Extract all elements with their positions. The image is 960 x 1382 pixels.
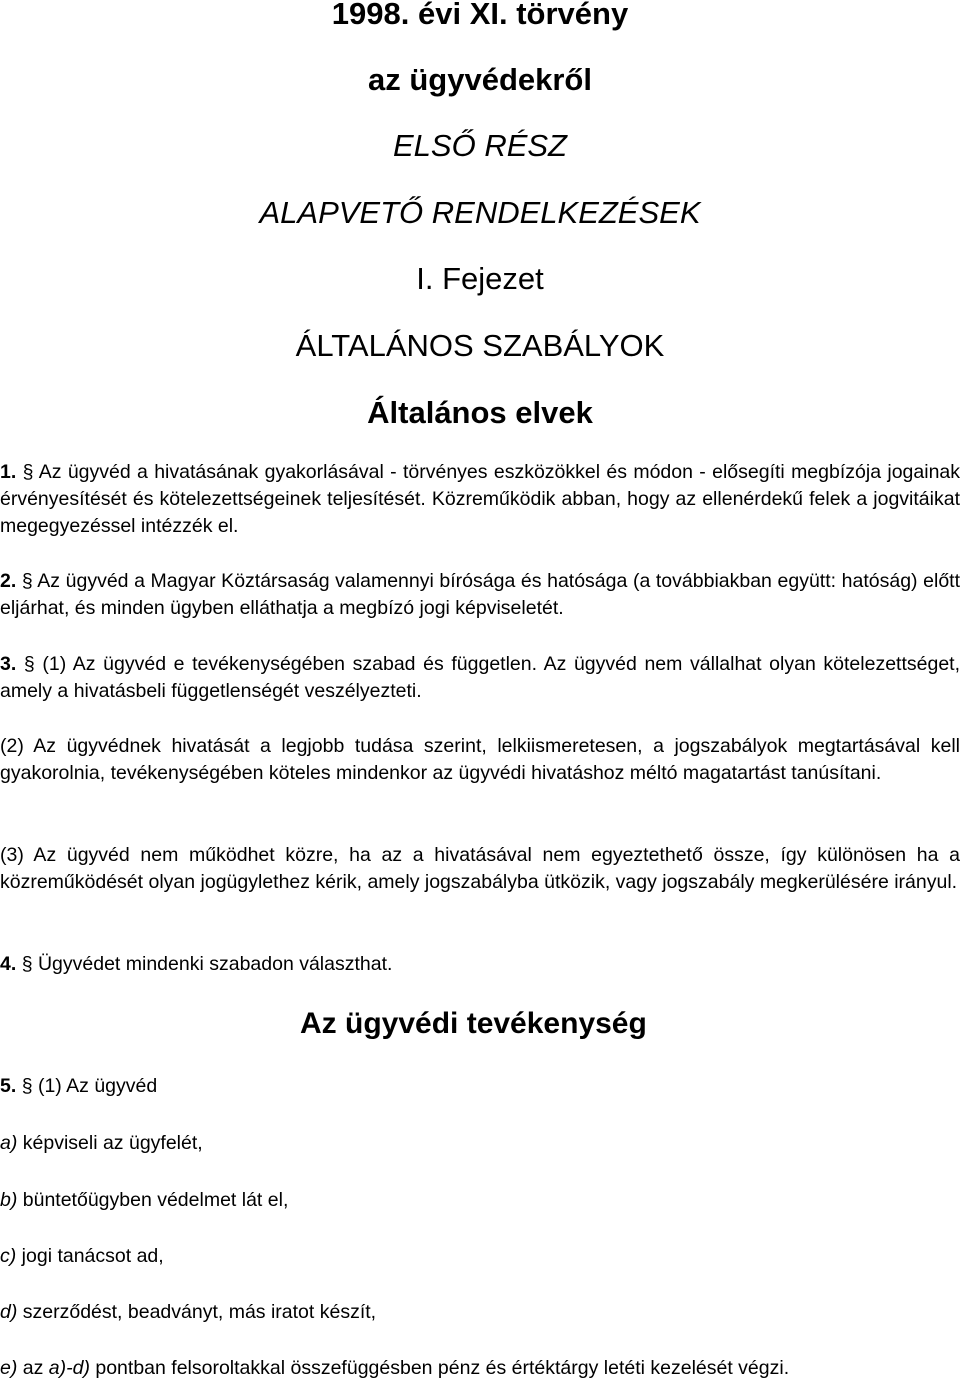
list-text: az bbox=[17, 1357, 49, 1379]
section-sign: § bbox=[22, 461, 34, 483]
paragraph-3-2 bbox=[0, 733, 960, 787]
list-item-a bbox=[0, 1130, 960, 1157]
paragraph-4 bbox=[0, 951, 960, 978]
section-heading-activity: Az ügyvédi tevékenység bbox=[300, 1007, 647, 1040]
paragraph-number: 1. bbox=[0, 461, 17, 483]
chapter-title: ÁLTALÁNOS SZABÁLYOK bbox=[295, 328, 665, 363]
paragraph-text: (1) Az ügyvéd bbox=[37, 1075, 158, 1097]
list-text: szerződést, beadványt, más iratot készít, bbox=[17, 1301, 377, 1323]
list-item-c bbox=[0, 1243, 960, 1270]
list-reference: a)-d) bbox=[48, 1357, 90, 1379]
list-letter: c) bbox=[0, 1245, 17, 1267]
paragraph-2 bbox=[0, 568, 960, 622]
chapter-heading: I. Fejezet bbox=[416, 261, 544, 296]
paragraph-text: (1) Az ügyvéd e tevékenységében szabad és független. Az ügyvéd nem vállalhat olyan kötelezettséget, amely a hivatásbeli függetlenségét veszélyezteti. bbox=[0, 653, 960, 702]
section-sign: § bbox=[21, 1075, 33, 1097]
list-text: képviseli az ügyfelét, bbox=[17, 1132, 203, 1154]
list-letter: e) bbox=[0, 1357, 18, 1379]
list-text: jogi tanácsot ad, bbox=[16, 1245, 164, 1267]
paragraph-text: Az ügyvéd a hivatásának gyakorlásával - törvényes eszközökkel és módon - elősegíti megbízója jogainak érvényesítését és kötelezettségeinek teljesítését. Közreműködik abban, hogy az ellenérdekű felek a jogvitáikat megegyezéssel intézzék el. bbox=[0, 461, 960, 537]
part-heading: ELSŐ RÉSZ bbox=[393, 128, 567, 163]
paragraph-number: 5. bbox=[0, 1075, 17, 1097]
list-item-b bbox=[0, 1187, 960, 1214]
section-sign: § bbox=[23, 653, 35, 675]
paragraph-number: 2. bbox=[0, 570, 17, 592]
law-title: 1998. évi XI. törvény bbox=[331, 0, 629, 31]
paragraph-3-1 bbox=[0, 651, 960, 705]
paragraph-text: Ügyvédet mindenki szabadon választhat. bbox=[37, 953, 393, 975]
list-letter: b) bbox=[0, 1189, 18, 1211]
section-heading-general: Általános elvek bbox=[367, 395, 593, 430]
list-letter: a) bbox=[0, 1132, 18, 1154]
paragraph-text: (3) Az ügyvéd nem működhet közre, ha az a hivatásával nem egyeztethető össze, így különösen ha a közreműködését olyan jogügylethez kérik, amely jogszabályba ütközik, vagy jogszabály megkerülésére irányul. bbox=[0, 844, 960, 893]
paragraph-number: 4. bbox=[0, 953, 17, 975]
part-title: ALAPVETŐ RENDELKEZÉSEK bbox=[259, 195, 701, 230]
list-item-e bbox=[0, 1355, 960, 1382]
paragraph-5 bbox=[0, 1073, 960, 1100]
paragraph-text: (2) Az ügyvédnek hivatását a legjobb tudása szerint, lelkiismeretesen, a jogszabályok megtartásával kell gyakorolnia, tevékenységében köteles mindenkor az ügyvédi hivatáshoz méltó magatartást tanúsítani. bbox=[0, 735, 960, 784]
law-subject: az ügyvédekről bbox=[368, 62, 592, 97]
list-letter: d) bbox=[0, 1301, 18, 1323]
list-text: pontban felsoroltakkal összefüggésben pénz és értéktárgy letéti kezelését végzi. bbox=[89, 1357, 790, 1379]
list-text: büntetőügyben védelmet lát el, bbox=[17, 1189, 289, 1211]
list-item-d bbox=[0, 1299, 960, 1326]
paragraph-number: 3. bbox=[0, 653, 17, 675]
section-sign: § bbox=[21, 953, 33, 975]
paragraph-text: Az ügyvéd a Magyar Köztársaság valamennyi bírósága és hatósága (a továbbiakban együtt: hatóság) előtt eljárhat, és minden ügyben elláthatja a megbízó jogi képviseletét. bbox=[0, 570, 960, 619]
section-sign: § bbox=[21, 570, 33, 592]
paragraph-1 bbox=[0, 459, 960, 540]
paragraph-3-3 bbox=[0, 842, 960, 896]
